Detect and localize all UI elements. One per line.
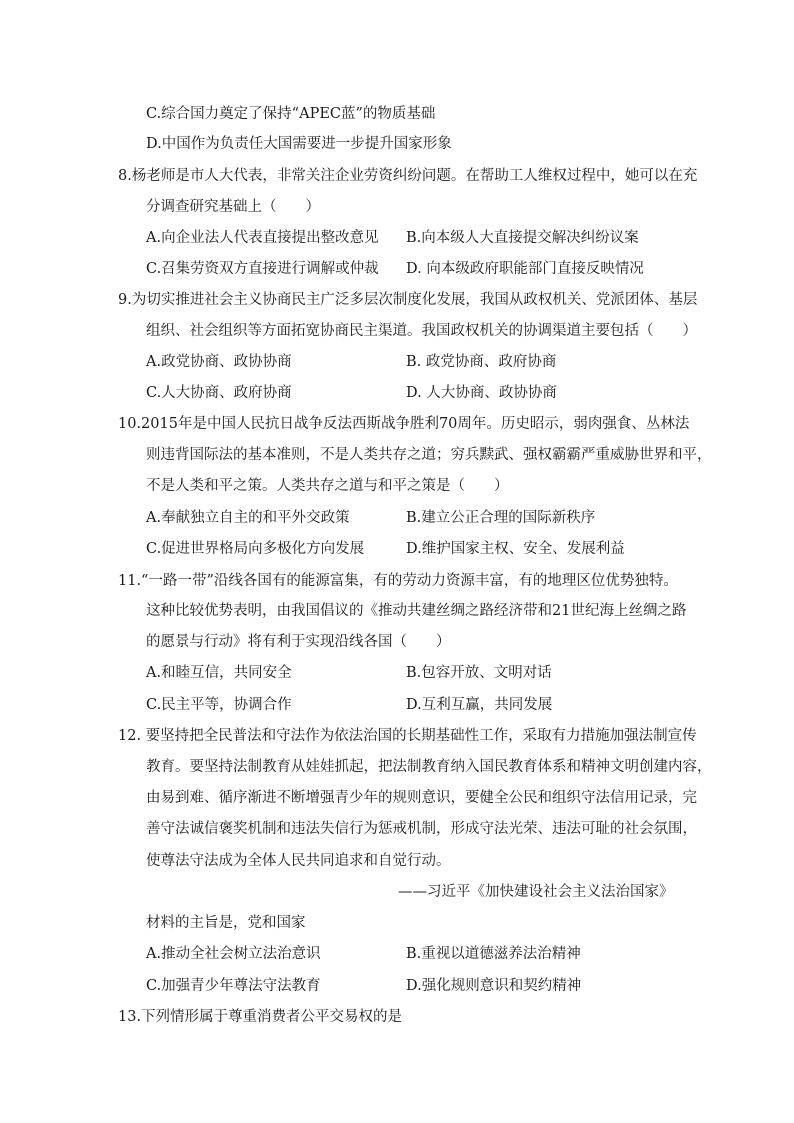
question-9-option-c: C.人大协商、政府协商	[146, 385, 292, 401]
question-11-option-a: A.和睦互信，共同安全	[146, 665, 292, 681]
question-8-stem-line-2: 分调查研究基础上（ ）	[146, 199, 320, 215]
question-12-stem-line-3: 由易到难、循序渐进不断增强青少年的规则意识，要健全公民和组织守法信用记录，完	[146, 790, 697, 806]
question-12-option-d: D.强化规则意识和契约精神	[406, 978, 582, 994]
question-12-stem-line-1: 12. 要坚持把全民普法和守法作为依法治国的长期基础性工作，采取有力措施加强法制宣传	[118, 728, 697, 744]
question-8-option-a: A.向企业法人代表直接提出整改意见	[146, 230, 379, 246]
option-d-previous: D.中国作为负责任大国需要进一步提升国家形象	[146, 136, 452, 152]
question-13-stem-line-1: 13.下列情形属于尊重消费者公平交易权的是	[118, 1009, 403, 1025]
question-10-option-b: B.建立公正合理的国际新秩序	[406, 510, 596, 526]
question-12-option-b: B.重视以道德滋养法治精神	[406, 946, 581, 962]
question-12-prompt: 材料的主旨是，党和国家	[146, 915, 306, 931]
question-11-stem-line-1: 11.“一路一带”沿线各国有的能源富集，有的劳动力资源丰富，有的地理区位优势独特。	[118, 573, 678, 589]
option-c-previous: C.综合国力奠定了保持“APEC蓝”的物质基础	[146, 106, 436, 122]
question-11-stem-line-2: 这种比较优势表明，由我国倡议的《推动共建丝绸之路经济带和21世纪海上丝绸之路	[146, 603, 687, 619]
question-9-option-d: D. 人大协商、政协协商	[406, 385, 557, 401]
question-8-stem-line-1: 8.杨老师是市人大代表，非常关注企业劳资纠纷问题。在帮助工人维权过程中，她可以在充	[118, 168, 698, 184]
question-10-stem-line-2: 则违背国际法的基本准则，不是人类共存之道；穷兵黩武、强权霸霸严重威胁世界和平，	[146, 447, 712, 463]
question-11-option-c: C.民主平等，协调合作	[146, 697, 292, 713]
question-9-option-a: A.政党协商、政协协商	[146, 354, 292, 370]
question-12-source: ——习近平《加快建设社会主义法治国家》	[398, 884, 674, 900]
question-10-stem-line-3: 不是人类和平之策。人类共存之道与和平之策是（ ）	[146, 478, 509, 494]
question-11-stem-line-3: 的愿景与行动》将有利于实现沿线各国（ ）	[146, 634, 451, 650]
question-9-option-b: B. 政党协商、政府协商	[406, 354, 557, 370]
question-10-option-d: D.维护国家主权、安全、发展利益	[406, 541, 625, 557]
question-10-option-a: A.奉献独立自主的和平外交政策	[146, 510, 350, 526]
question-12-option-a: A.推动全社会树立法治意识	[146, 946, 321, 962]
question-12-stem-line-2: 教育。要坚持法制教育从娃娃抓起，把法制教育纳入国民教育体系和精神文明创建内容，	[146, 759, 712, 775]
question-10-stem-line-1: 10.2015年是中国人民抗日战争反法西斯战争胜利70周年。历史昭示，弱肉强食、丛林法	[118, 416, 690, 432]
question-8-option-c: C.召集劳资双方直接进行调解或仲裁	[146, 261, 379, 277]
question-9-stem-line-1: 9.为切实推进社会主义协商民主广泛多层次制度化发展，我国从政权机关、党派团体、基层	[118, 292, 698, 308]
question-12-option-c: C.加强青少年尊法守法教育	[146, 978, 321, 994]
question-8-option-d: D. 向本级政府职能部门直接反映情况	[406, 261, 644, 277]
question-8-option-b: B.向本级人大直接提交解决纠纷议案	[406, 230, 639, 246]
question-12-stem-line-4: 善守法诚信褒奖机制和违法失信行为惩戒机制，形成守法光荣、违法可耻的社会氛围，	[146, 821, 697, 837]
question-12-stem-line-5: 使尊法守法成为全体人民共同追求和自觉行动。	[146, 853, 451, 869]
question-9-stem-line-2: 组织、社会组织等方面拓宽协商民主渠道。我国政权机关的协调渠道主要包括（ ）	[146, 323, 697, 339]
question-11-option-d: D.互利互赢，共同发展	[406, 697, 553, 713]
question-10-option-c: C.促进世界格局向多极化方向发展	[146, 541, 365, 557]
question-11-option-b: B.包容开放、文明对话	[406, 665, 552, 681]
